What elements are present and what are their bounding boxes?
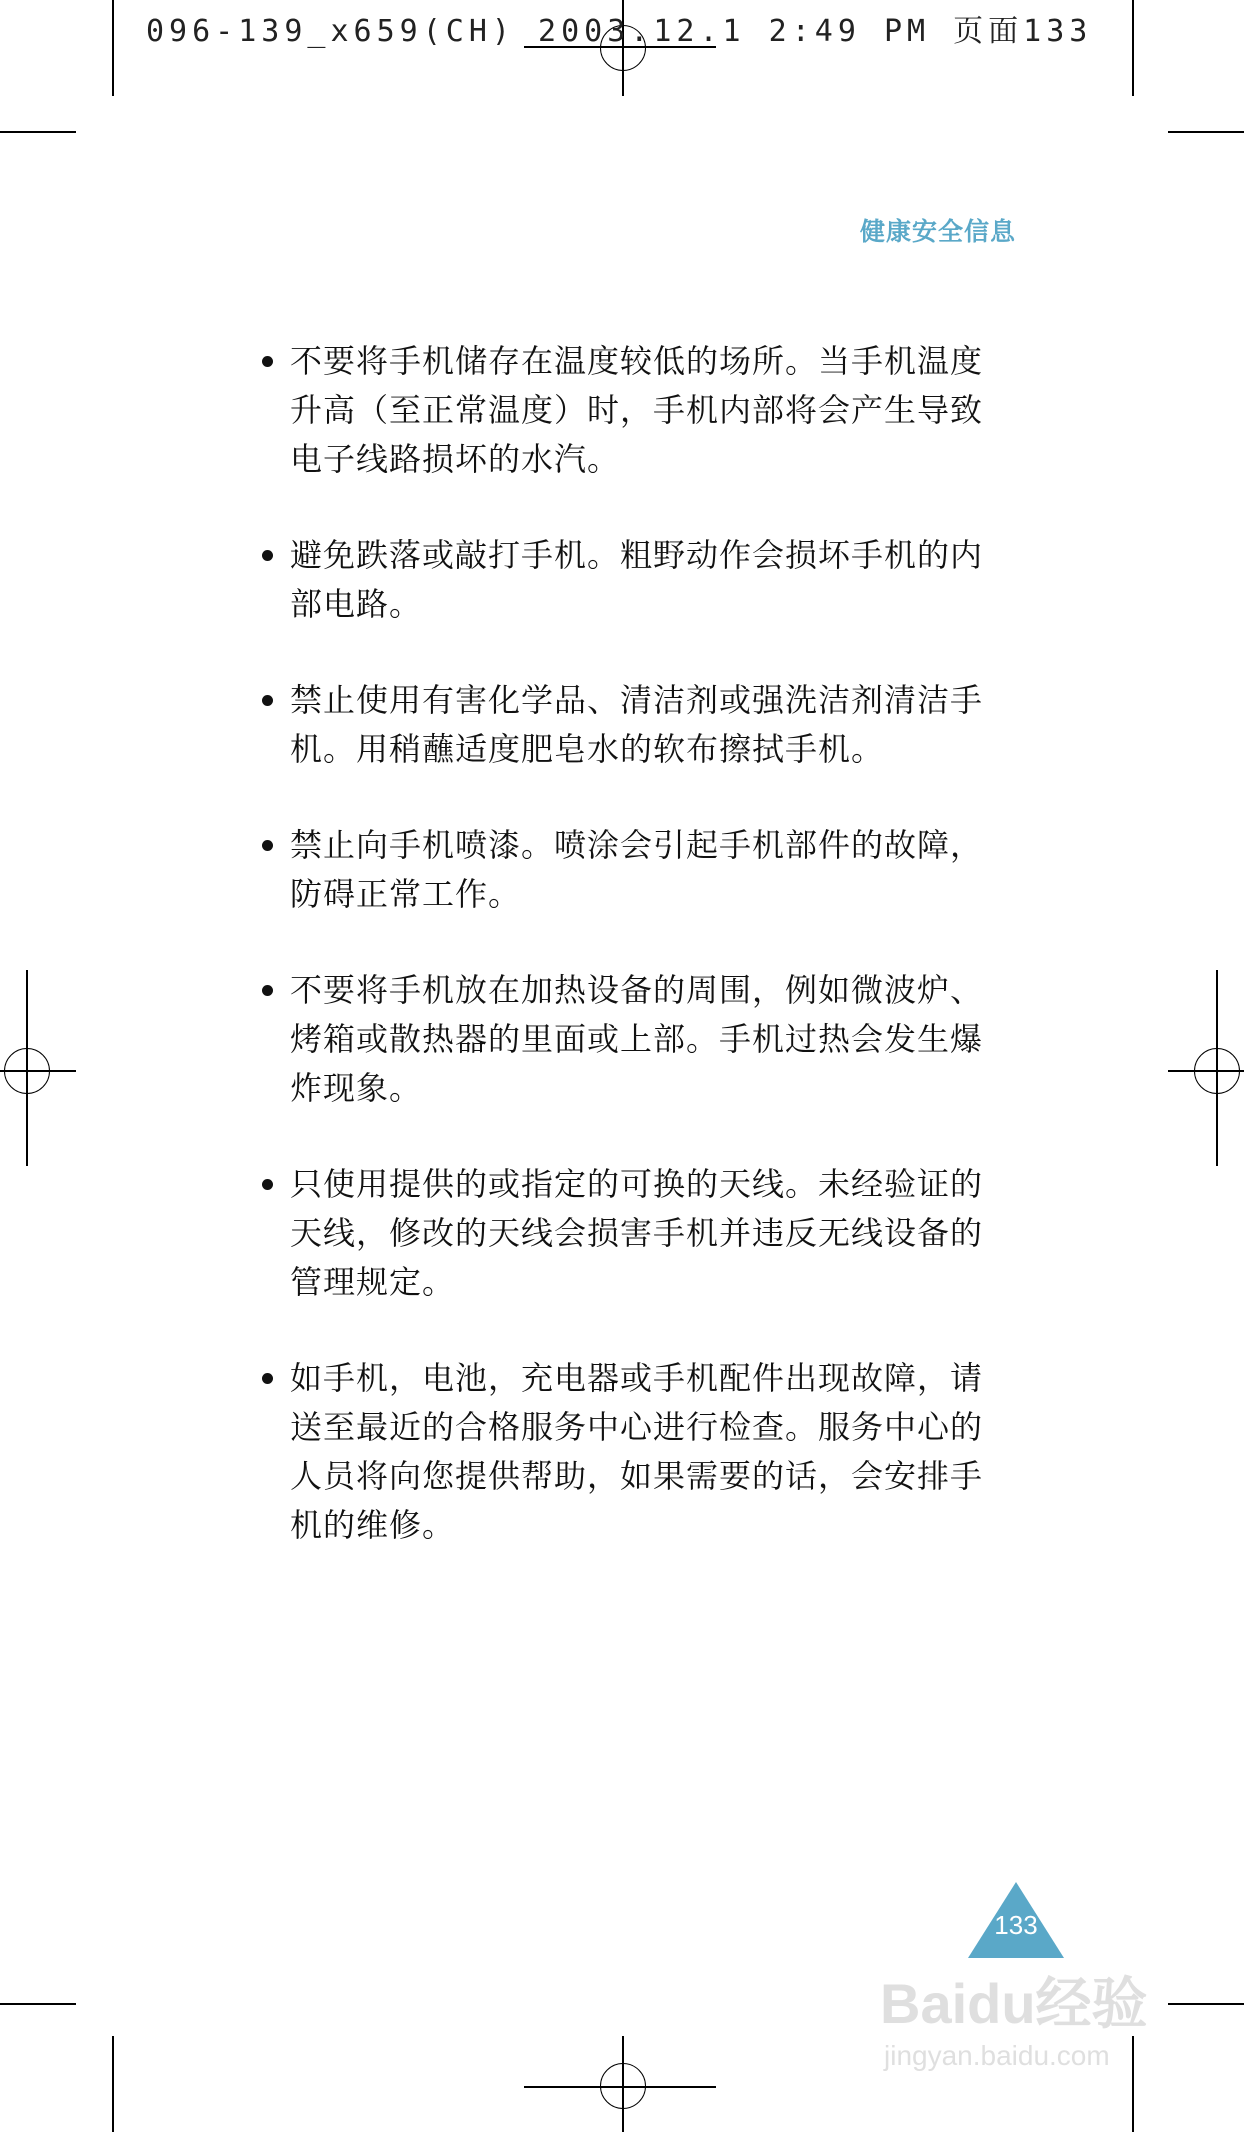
watermark-brand: Baidu经验 — [880, 1972, 1148, 2035]
page-number-badge — [966, 1880, 1066, 1960]
crop-mark — [1168, 131, 1244, 133]
bullet-icon — [262, 985, 273, 996]
list-item — [258, 676, 998, 774]
watermark-url: jingyan.baidu.com — [884, 2040, 1110, 2071]
list-item-text: 禁止向手机喷漆。喷涂会引起手机部件的故障，防碍正常工作。 — [290, 826, 984, 913]
safety-bullet-list — [258, 337, 998, 1597]
bullet-icon — [262, 1373, 273, 1384]
registration-circle — [600, 2063, 646, 2109]
list-item — [258, 1354, 998, 1550]
crop-mark — [0, 131, 76, 133]
list-item-text: 禁止使用有害化学品、清洁剂或强洗洁剂清洁手机。用稍蘸适度肥皂水的软布擦拭手机。 — [290, 681, 984, 768]
page-number: 133 — [994, 1910, 1038, 1940]
list-item — [258, 966, 998, 1113]
bullet-icon — [262, 695, 273, 706]
list-item-text: 不要将手机储存在温度较低的场所。当手机温度升高（至正常温度）时，手机内部将会产生导致电子线路损坏的水汽。 — [290, 342, 984, 478]
bullet-icon — [262, 356, 273, 367]
list-item — [258, 337, 998, 484]
section-title: 健康安全信息 — [859, 217, 1016, 246]
registration-circle — [4, 1048, 50, 1094]
baidu-watermark — [880, 1960, 1180, 2090]
registration-circle — [1194, 1048, 1240, 1094]
list-item-text: 不要将手机放在加热设备的周围，例如微波炉、烤箱或散热器的里面或上部。手机过热会发生爆炸现象。 — [290, 971, 984, 1107]
crop-mark — [1132, 0, 1134, 96]
bullet-icon — [262, 840, 273, 851]
crop-mark — [112, 2036, 114, 2132]
print-slug-header: 096-139_x659(CH) 2003.12.1 2:49 PM 页面133 — [146, 14, 1093, 49]
crop-mark — [0, 2003, 76, 2005]
bullet-icon — [262, 1179, 273, 1190]
list-item-text: 避免跌落或敲打手机。粗野动作会损坏手机的内部电路。 — [290, 536, 984, 623]
list-item — [258, 821, 998, 919]
list-item — [258, 1160, 998, 1307]
list-item-text: 如手机，电池，充电器或手机配件出现故障，请送至最近的合格服务中心进行检查。服务中心的人员将向您提供帮助，如果需要的话，会安排手机的维修。 — [290, 1359, 984, 1544]
crop-mark — [112, 0, 114, 96]
list-item-text: 只使用提供的或指定的可换的天线。未经验证的天线，修改的天线会损害手机并违反无线设备的管理规定。 — [290, 1165, 984, 1301]
bullet-icon — [262, 550, 273, 561]
list-item — [258, 531, 998, 629]
